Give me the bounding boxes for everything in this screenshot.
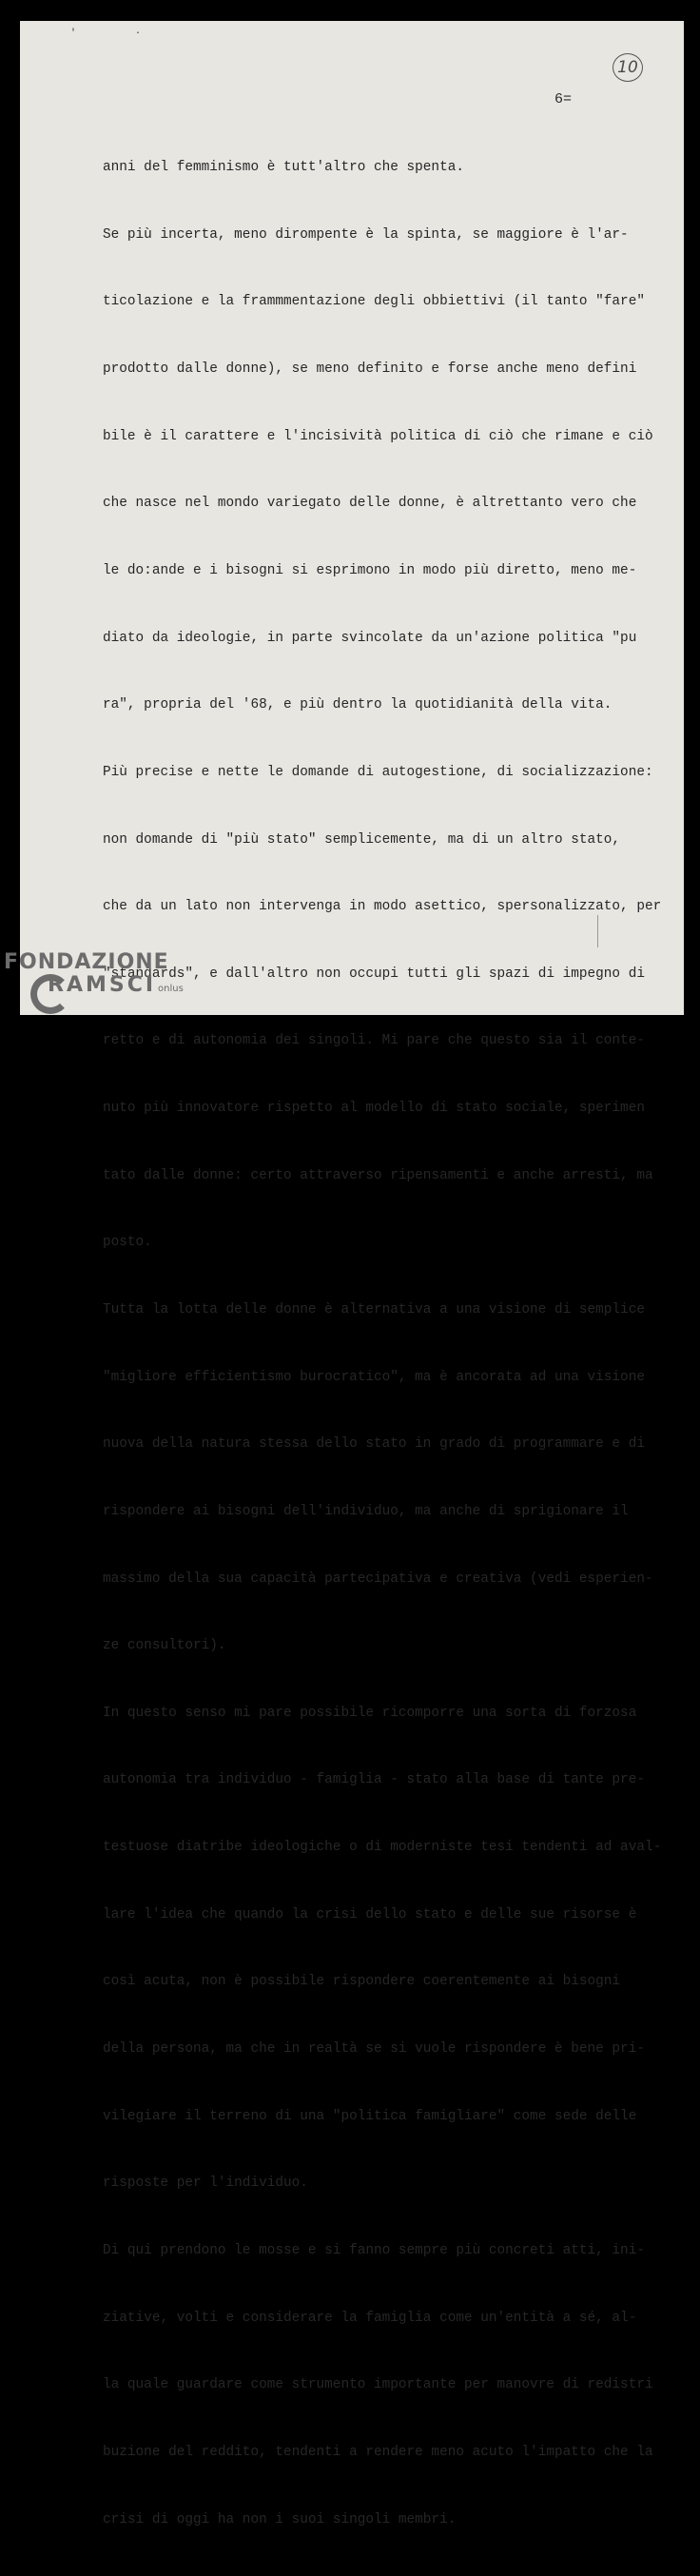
text-line: bile è il carattere e l'incisività politica di ciò che rimane e ciò bbox=[103, 428, 653, 444]
text-line: che nasce nel mondo variegato delle donne, è altrettanto vero che bbox=[103, 496, 637, 512]
text-line: Di qui prendono le mosse e si fanno sempre più concreti atti, ini- bbox=[103, 2242, 645, 2258]
text-line: prodotto dalle donne), se meno definito e forse anche meno defini bbox=[103, 361, 637, 378]
text-line: la quale guardare come strumento importante per manovre di redistri bbox=[103, 2377, 653, 2393]
document-page bbox=[20, 21, 684, 2527]
text-line: della persona, ma che in realtà se si vuole rispondere è bene pri- bbox=[103, 2041, 645, 2058]
text-line: "migliore efficientismo burocratico", ma è ancorata ad una visione bbox=[103, 1369, 645, 1385]
watermark-line-2-text: RAMSCI bbox=[48, 973, 157, 997]
typewritten-body bbox=[103, 112, 662, 2576]
watermark-suffix: onlus bbox=[158, 984, 184, 994]
text-line: nuova della natura stessa dello stato in grado di programmare e di bbox=[103, 1436, 645, 1453]
page-number: 6= bbox=[554, 91, 573, 107]
text-line: retto e di autonomia dei singoli. Mi pare che questo sia il conte- bbox=[103, 1033, 645, 1049]
text-line: tato dalle donne: certo attraverso ripensamenti e anche arresti, ma bbox=[103, 1167, 653, 1183]
fondazione-gramsci-watermark bbox=[4, 951, 184, 1001]
gramsci-g-logo-icon bbox=[30, 974, 70, 1014]
watermark-line-1: FONDAZIONE bbox=[4, 950, 169, 974]
text-line: così acuta, non è possibile rispondere coerentemente ai bisogni bbox=[103, 1974, 621, 1990]
text-line: autonomia tra individuo - famiglia - stato alla base di tante pre- bbox=[103, 1772, 645, 1788]
text-line: che da un lato non intervenga in modo asettico, spersonalizzato, per bbox=[103, 899, 662, 915]
text-line: le do:ande e i bisogni si esprimono in modo più diretto, meno me- bbox=[103, 562, 637, 578]
text-line: Se più incerta, meno dirompente è la spinta, se maggiore è l'ar- bbox=[103, 226, 629, 243]
text-line: ze consultori). bbox=[103, 1638, 226, 1654]
circled-page-annotation: 10 bbox=[612, 53, 643, 82]
text-line: ticolazione e la frammmentazione degli obbiettivi (il tanto "fare" bbox=[103, 294, 645, 310]
text-line: ra", propria del '68, e più dentro la quotidianità della vita. bbox=[103, 697, 612, 713]
text-line: ziative, volti e considerare la famiglia come un'entità a sé, al- bbox=[103, 2310, 637, 2326]
text-line: vilegiare il terreno di una "politica famigliare" come sede delle bbox=[103, 2108, 637, 2124]
text-line: anni del femminismo è tutt'altro che spenta. bbox=[103, 160, 464, 176]
text-line: risposte per l'individuo. bbox=[103, 2176, 308, 2192]
margin-marks: ' · bbox=[70, 29, 168, 39]
text-line: diato da ideologie, in parte svincolate da un'azione politica "pu bbox=[103, 630, 637, 646]
text-line: rispondere ai bisogni dell'individuo, ma anche di sprigionare il bbox=[103, 1503, 629, 1519]
text-line: Tutta la lotta delle donne è alternativa a una visione di semplice bbox=[103, 1301, 645, 1317]
text-line: In questo senso mi pare possibile ricomporre una sorta di forzosa bbox=[103, 1705, 637, 1721]
text-line: lare l'idea che quando la crisi dello stato e delle sue risorse è bbox=[103, 1906, 637, 1922]
text-line: Più precise e nette le domande di autogestione, di socializzazione: bbox=[103, 764, 653, 780]
text-line: crisi di oggi ha non i suoi singoli membri. bbox=[103, 2511, 457, 2527]
text-line: nuto più innovatore rispetto al modello di stato sociale, sperimen bbox=[103, 1101, 645, 1117]
margin-pencil-line bbox=[597, 915, 598, 947]
text-line: posto. bbox=[103, 1235, 152, 1251]
text-line: buzione del reddito, tendenti a rendere meno acuto l'impatto che la bbox=[103, 2444, 653, 2460]
text-line: testuose diatribe ideologiche o di moderniste tesi tendenti ad aval- bbox=[103, 1840, 662, 1856]
text-line: "standards", e dall'altro non occupi tutti gli spazi di impegno di bbox=[103, 966, 645, 982]
text-line: non domande di "più stato" semplicemente, ma di un altro stato, bbox=[103, 831, 621, 848]
text-line: massimo della sua capacità partecipativa e creativa (vedi esperien- bbox=[103, 1571, 653, 1587]
